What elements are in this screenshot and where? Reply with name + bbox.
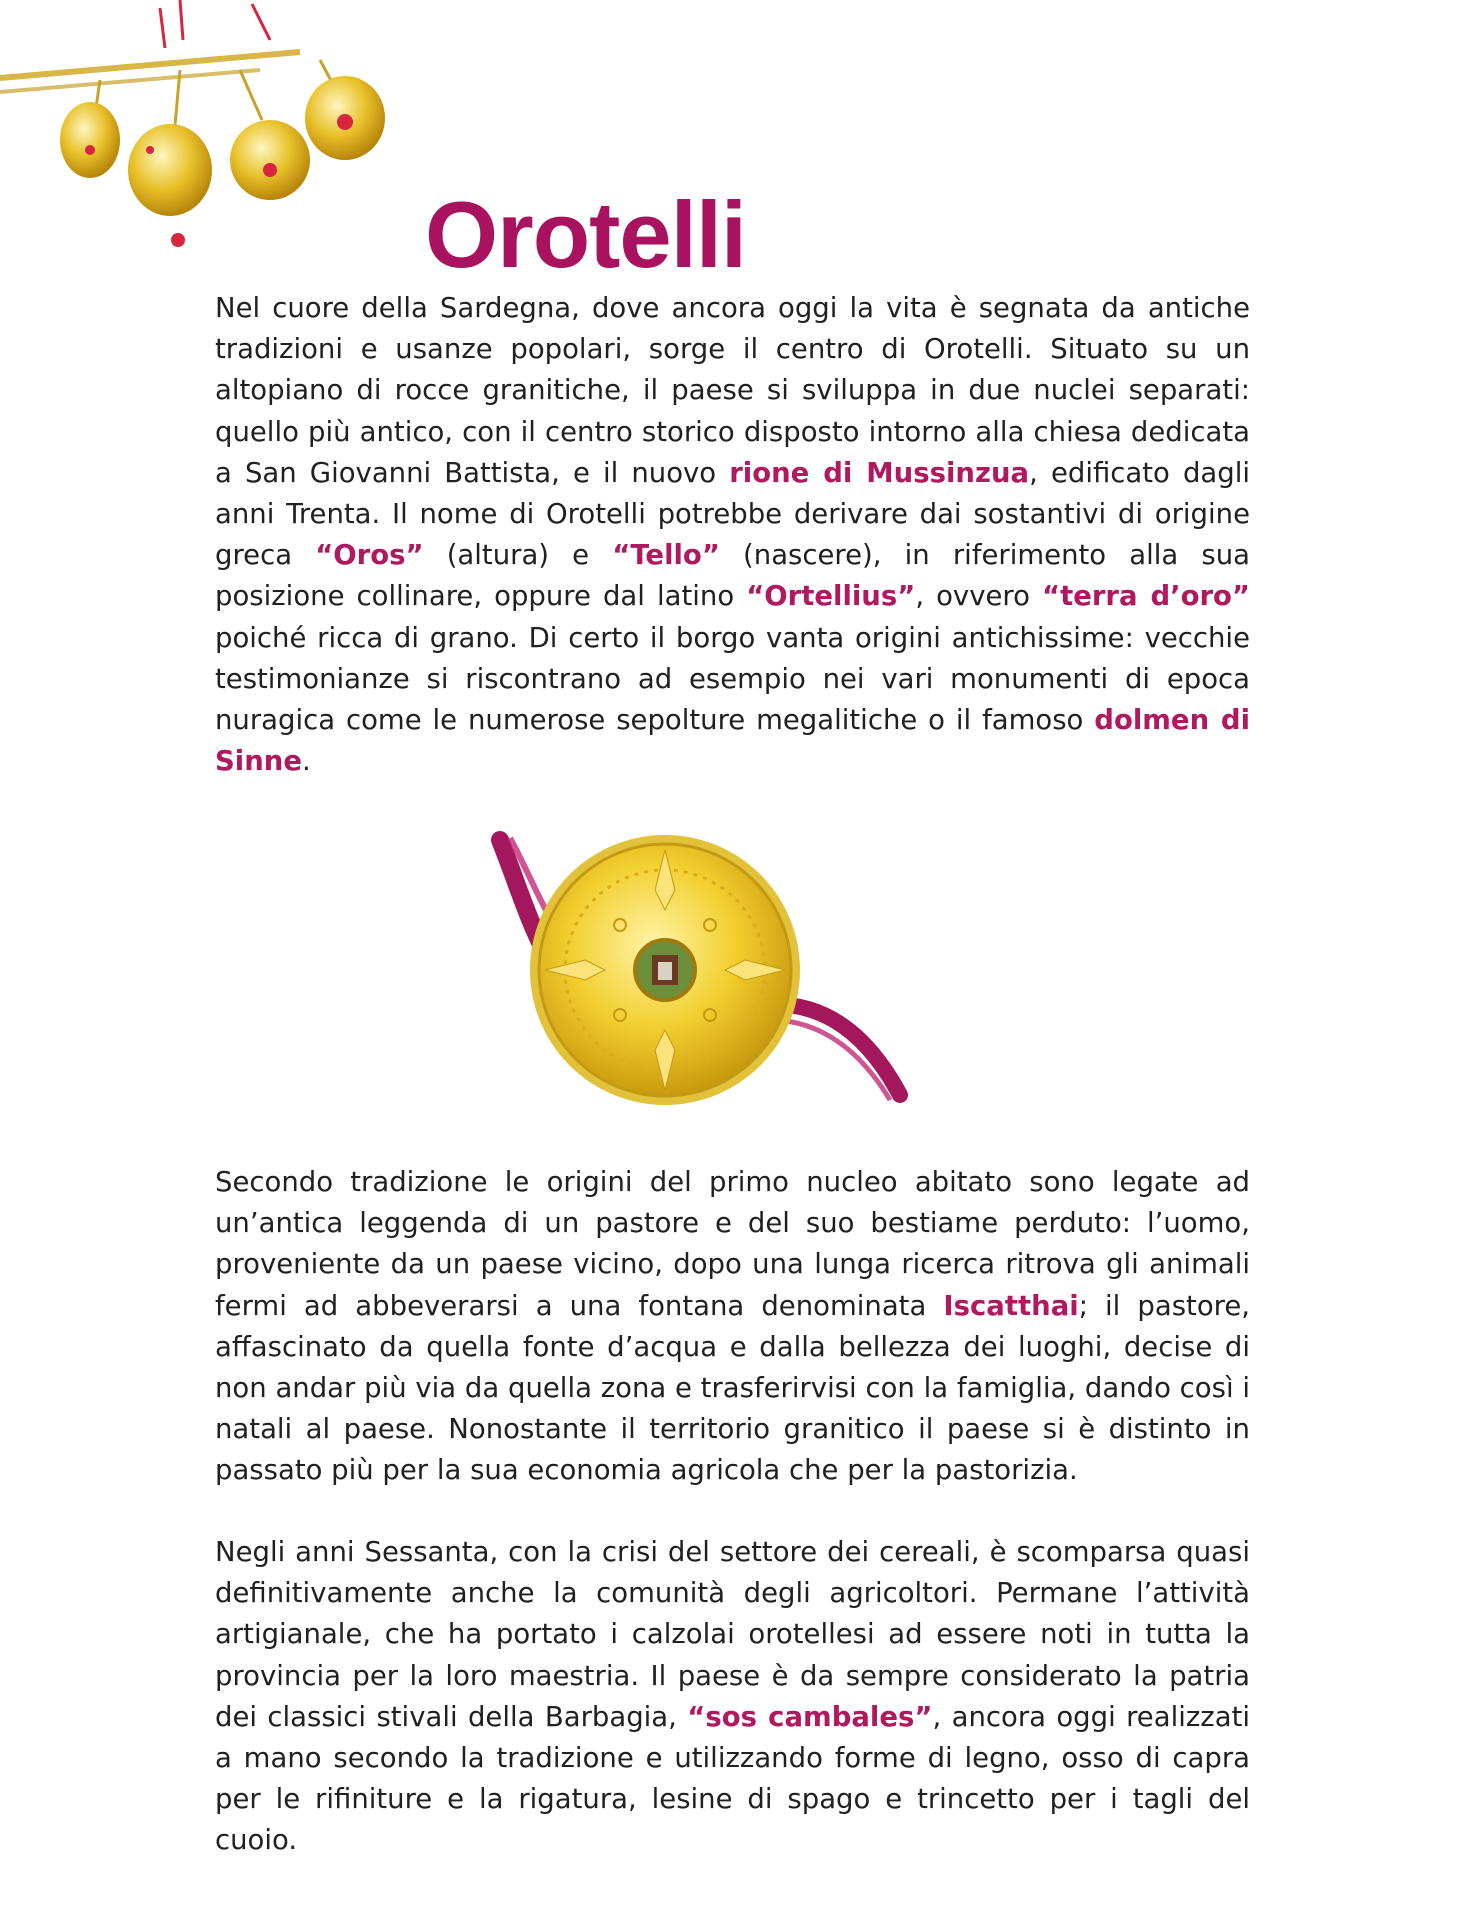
highlight-term: “sos cambales” bbox=[687, 1700, 933, 1733]
text-span: Nel cuore della Sardegna, dove ancora oggi la vita è segnata da antiche tradizioni e usanze popolari, sorge il centro di Orotelli. Situato su un altopiano di rocce granitiche, il paese si sviluppa in due nuclei separati: quello più antico, con il centro storico disposto intorno alla chiesa dedicata a San Giovanni Battista, e il nuovo bbox=[215, 292, 1250, 489]
highlight-term: Iscatthai bbox=[943, 1289, 1079, 1322]
text-span: poiché ricca di grano. Di certo il borgo vanta origini antichissime: vecchie testimonianze si riscontrano ad esempio nei vari monumenti di epoca nuragica come le numerose sepolture megalitiche o il famoso bbox=[215, 621, 1250, 737]
highlight-term: “terra d’oro” bbox=[1042, 580, 1250, 613]
highlight-term: rione di Mussinzua bbox=[729, 456, 1030, 489]
legend-paragraph bbox=[215, 1162, 1250, 1492]
text-span: , ancora oggi realizzati a mano secondo la tradizione e utilizzando forme di legno, osso di capra per le rifiniture e la rigatura, lesine di spago e trincetto per i tagli del cuoio. bbox=[215, 1700, 1251, 1857]
highlight-term: “Ortellius” bbox=[746, 580, 916, 613]
text-span: (altura) e bbox=[423, 539, 613, 572]
text-span: ; il pastore, affascinato da quella fonte d’acqua e dalla bellezza dei luoghi, decise di non andar più via da quella zona e trasferirvisi con la famiglia, dando così i natali al paese. Nonostante il territorio granitico il paese si è distinto in passato più per la sua economia agricola che per la pastorizia. bbox=[215, 1289, 1251, 1487]
highlight-term: “Tello” bbox=[612, 539, 720, 572]
medallion-image bbox=[490, 830, 910, 1105]
text-span: , edificato dagli anni Trenta. Il nome di Orotelli potrebbe derivare dai sostantivi di origine greca bbox=[215, 456, 1250, 572]
highlight-term: dolmen di Sinne bbox=[215, 704, 1250, 778]
highlight-term: “Oros” bbox=[315, 539, 424, 572]
hanging-ornaments-image bbox=[0, 0, 400, 260]
text-span: Negli anni Sessanta, con la crisi del settore dei cereali, è scomparsa quasi definitivamente anche la comunità degli agricoltori. Permane l’attività artigianale, che ha portato i calzolai orotellesi ad essere noti in tutta la provincia per la loro maestria. Il paese è da sempre considerato la patria dei classici stivali della Barbagia, bbox=[215, 1536, 1250, 1733]
text-span: . bbox=[302, 745, 311, 778]
text-span: , ovvero bbox=[915, 580, 1042, 613]
crafts-paragraph bbox=[215, 1532, 1250, 1862]
text-span: Secondo tradizione le origini del primo nucleo abitato sono legate ad un’antica leggenda di un pastore e del suo bestiame perduto: l’uomo, proveniente da un paese vicino, dopo una lunga ricerca ritrova gli animali fermi ad abbeverarsi a una fontana denominata bbox=[215, 1166, 1250, 1322]
text-span: (nascere), in riferimento alla sua posizione collinare, oppure dal latino bbox=[215, 539, 1251, 613]
intro-paragraph bbox=[215, 288, 1250, 782]
page-title: Orotelli bbox=[425, 182, 747, 287]
